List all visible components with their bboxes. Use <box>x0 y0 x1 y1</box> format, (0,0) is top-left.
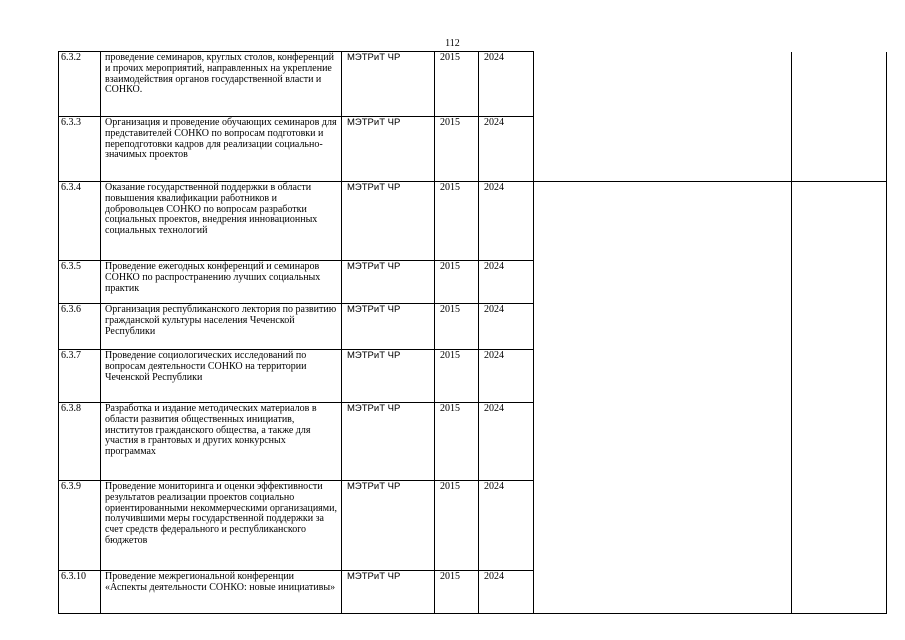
empty-cell <box>792 481 887 571</box>
row-description: проведение семинаров, круглых столов, конференций и прочих мероприятий, направленных на укрепление взаимодействия органов государственной власти и СОНКО. <box>101 52 342 117</box>
table-row <box>59 52 887 117</box>
row-number: 6.3.6 <box>59 304 101 350</box>
row-executor: МЭТРиТ ЧР <box>342 403 435 481</box>
table-row <box>59 481 887 571</box>
row-number: 6.3.9 <box>59 481 101 571</box>
empty-cell <box>792 304 887 350</box>
row-end-year: 2024 <box>479 261 534 304</box>
row-start-year: 2015 <box>435 261 479 304</box>
row-description: Организация республиканского лектория по развитию гражданской культуры населения Чеченской Республики <box>101 304 342 350</box>
row-description: Разработка и издание методических материалов в области развития общественных инициатив, институтов гражданского общества, а также для участия в грантовых и других конкурсных программах <box>101 403 342 481</box>
table-row <box>59 571 887 614</box>
empty-cell <box>792 182 887 261</box>
row-start-year: 2015 <box>435 182 479 261</box>
table-row <box>59 117 887 182</box>
row-executor: МЭТРиТ ЧР <box>342 481 435 571</box>
row-number: 6.3.8 <box>59 403 101 481</box>
row-executor: МЭТРиТ ЧР <box>342 350 435 403</box>
row-executor: МЭТРиТ ЧР <box>342 117 435 182</box>
row-executor: МЭТРиТ ЧР <box>342 571 435 614</box>
empty-cell <box>792 350 887 403</box>
row-number: 6.3.10 <box>59 571 101 614</box>
row-start-year: 2015 <box>435 52 479 117</box>
row-executor: МЭТРиТ ЧР <box>342 52 435 117</box>
empty-cell <box>792 261 887 304</box>
empty-cell <box>534 117 792 182</box>
empty-cell <box>534 261 792 304</box>
row-start-year: 2015 <box>435 571 479 614</box>
row-end-year: 2024 <box>479 571 534 614</box>
row-number: 6.3.5 <box>59 261 101 304</box>
table-row <box>59 261 887 304</box>
row-end-year: 2024 <box>479 403 534 481</box>
row-executor: МЭТРиТ ЧР <box>342 182 435 261</box>
row-description: Проведение межрегиональной конференции «Аспекты деятельности СОНКО: новые инициативы» <box>101 571 342 614</box>
row-start-year: 2015 <box>435 403 479 481</box>
row-number: 6.3.4 <box>59 182 101 261</box>
table-row <box>59 350 887 403</box>
table-row <box>59 403 887 481</box>
empty-cell <box>534 182 792 261</box>
row-end-year: 2024 <box>479 304 534 350</box>
row-description: Оказание государственной поддержки в области повышения квалификации работников и добровольцев СОНКО по вопросам разработки социальных проектов, внедрения инновационных социальных технологий <box>101 182 342 261</box>
row-start-year: 2015 <box>435 350 479 403</box>
row-start-year: 2015 <box>435 481 479 571</box>
empty-cell <box>534 304 792 350</box>
row-start-year: 2015 <box>435 117 479 182</box>
empty-cell <box>534 403 792 481</box>
row-start-year: 2015 <box>435 304 479 350</box>
empty-cell <box>792 52 887 117</box>
row-executor: МЭТРиТ ЧР <box>342 261 435 304</box>
row-end-year: 2024 <box>479 481 534 571</box>
activities-table <box>58 51 887 614</box>
table-row <box>59 182 887 261</box>
row-description: Проведение ежегодных конференций и семинаров СОНКО по распространению лучших социальных практик <box>101 261 342 304</box>
row-number: 6.3.3 <box>59 117 101 182</box>
empty-cell <box>534 481 792 571</box>
row-end-year: 2024 <box>479 52 534 117</box>
row-description: Проведение социологических исследований по вопросам деятельности СОНКО на территории Чеченской Республики <box>101 350 342 403</box>
table-row <box>59 304 887 350</box>
row-end-year: 2024 <box>479 182 534 261</box>
row-end-year: 2024 <box>479 117 534 182</box>
row-executor: МЭТРиТ ЧР <box>342 304 435 350</box>
page-number: 112 <box>445 38 460 49</box>
empty-cell <box>792 571 887 614</box>
row-number: 6.3.2 <box>59 52 101 117</box>
empty-cell <box>792 403 887 481</box>
row-number: 6.3.7 <box>59 350 101 403</box>
row-end-year: 2024 <box>479 350 534 403</box>
empty-cell <box>534 52 792 117</box>
empty-cell <box>534 571 792 614</box>
row-description: Проведение мониторинга и оценки эффективности результатов реализации проектов социально ориентированными некоммерческими организациями, получившими меры государственной поддержки за счет средств федерального и республиканского бюджетов <box>101 481 342 571</box>
empty-cell <box>534 350 792 403</box>
empty-cell <box>792 117 887 182</box>
row-description: Организация и проведение обучающих семинаров для представителей СОНКО по вопросам подготовки и переподготовки кадров для реализации социально-значимых проектов <box>101 117 342 182</box>
